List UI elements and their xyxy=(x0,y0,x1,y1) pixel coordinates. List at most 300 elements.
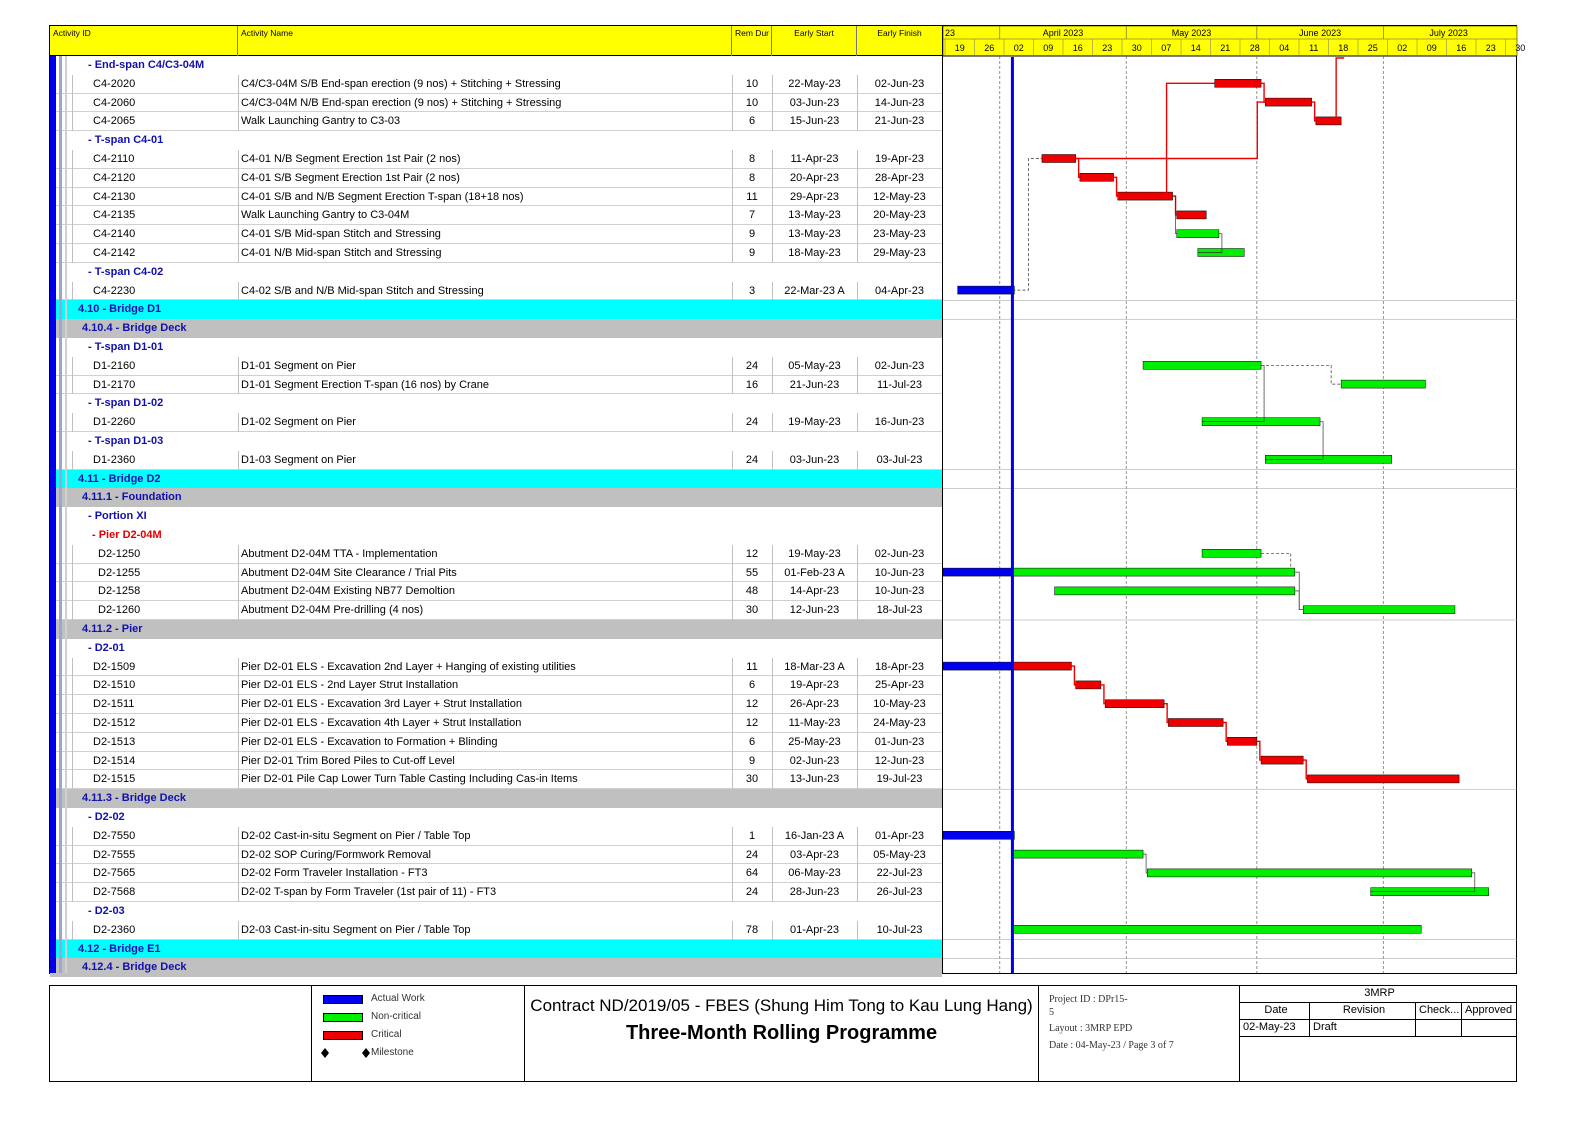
column-divider xyxy=(238,545,239,564)
project-id: Project ID : DPr15- xyxy=(1049,994,1128,1005)
programme-title: Three-Month Rolling Programme xyxy=(625,1022,938,1044)
early-start: 03-Jun-23 xyxy=(789,96,840,109)
early-start: 19-May-23 xyxy=(788,547,841,560)
activity-name: D2-02 SOP Curing/Formwork Removal xyxy=(241,848,431,861)
column-divider xyxy=(732,112,733,131)
column-divider xyxy=(732,244,733,263)
group-row xyxy=(50,526,942,545)
column-divider xyxy=(857,582,858,601)
wbs-level1-label: 4.12 - Bridge E1 xyxy=(78,942,161,955)
activity-name: D1-03 Segment on Pier xyxy=(241,453,356,466)
activity-id: D2-1512 xyxy=(93,717,136,729)
column-divider xyxy=(732,451,733,470)
activity-id: D2-1510 xyxy=(93,679,136,692)
legend-noncritical-label: Non-critical xyxy=(371,1011,422,1022)
column-divider xyxy=(72,282,73,301)
table-row xyxy=(50,921,942,940)
week-label: 19 xyxy=(954,43,965,53)
column-divider xyxy=(772,244,773,263)
column-divider xyxy=(772,658,773,677)
relationship-line xyxy=(1167,83,1215,196)
early-finish: 03-Jul-23 xyxy=(876,453,923,466)
column-divider xyxy=(857,169,858,188)
wbs-level2-label: 4.10.4 - Bridge Deck xyxy=(82,322,187,335)
column-divider xyxy=(857,564,858,583)
activity-id: D2-1514 xyxy=(93,754,136,767)
column-divider xyxy=(732,282,733,301)
week-label: 25 xyxy=(1367,43,1378,53)
early-finish: 19-Jul-23 xyxy=(876,773,923,786)
column-divider xyxy=(732,658,733,677)
table-row xyxy=(50,357,942,376)
week-label: 09 xyxy=(1043,43,1054,53)
footer-blank xyxy=(50,986,312,1081)
table-row xyxy=(50,864,942,883)
relationship-line xyxy=(1143,854,1147,873)
early-finish: 20-May-23 xyxy=(873,209,926,222)
activity-id: D2-1511 xyxy=(93,698,135,711)
column-divider xyxy=(772,921,773,940)
early-start: 01-Feb-23 A xyxy=(784,566,845,579)
group-label: - D2-01 xyxy=(88,641,125,654)
wbs-level2-label: 4.11.1 - Foundation xyxy=(82,491,182,504)
column-divider xyxy=(772,582,773,601)
column-divider xyxy=(72,676,73,695)
activity-name: C4-01 S/B Mid-span Stitch and Stressing xyxy=(241,228,441,241)
column-divider xyxy=(857,244,858,263)
rem-dur: 6 xyxy=(748,679,756,692)
table-row xyxy=(50,846,942,865)
actual-bar xyxy=(943,662,1012,670)
activity-id: C4-2120 xyxy=(93,171,136,184)
rev-header-date: Date xyxy=(1240,1003,1310,1020)
activity-name: Pier D2-01 ELS - 2nd Layer Strut Installation xyxy=(241,679,459,692)
table-row xyxy=(50,883,942,902)
column-divider xyxy=(732,545,733,564)
relationship-line xyxy=(1101,685,1105,704)
activity-id: C4-2110 xyxy=(93,153,135,165)
column-divider xyxy=(732,188,733,207)
early-start: 26-Apr-23 xyxy=(790,698,839,711)
activity-id: D1-2260 xyxy=(93,416,136,429)
column-divider xyxy=(238,883,239,902)
column-divider xyxy=(732,75,733,94)
group-label: - T-span C4-01 xyxy=(88,134,164,147)
activity-id: D1-2170 xyxy=(93,378,136,391)
group-row xyxy=(50,56,942,75)
week-label: 21 xyxy=(1220,43,1231,53)
rem-dur: 64 xyxy=(745,867,759,880)
early-finish: 11-Jul-23 xyxy=(876,378,923,391)
col-early-finish: Early Finish xyxy=(877,28,922,38)
noncritical-bar xyxy=(1177,230,1219,238)
activity-id: D2-2360 xyxy=(93,923,136,936)
activity-name: D1-01 Segment on Pier xyxy=(241,359,356,372)
table-row xyxy=(50,150,942,169)
critical-bar xyxy=(1042,155,1076,163)
column-divider xyxy=(732,582,733,601)
table-row xyxy=(50,770,942,789)
activity-name: C4-01 N/B Mid-span Stitch and Stressing xyxy=(241,247,442,259)
gantt-schedule xyxy=(49,25,1526,974)
column-divider xyxy=(72,770,73,789)
column-divider xyxy=(772,94,773,113)
column-divider xyxy=(238,413,239,432)
column-divider xyxy=(72,883,73,902)
column-divider xyxy=(857,225,858,244)
week-label: 02 xyxy=(1397,43,1408,53)
wbs-level2-label: 4.11.2 - Pier xyxy=(82,623,143,635)
column-divider xyxy=(772,357,773,376)
activity-name: Abutment D2-04M Pre-drilling (4 nos) xyxy=(241,604,424,617)
activity-id: C4-2140 xyxy=(93,228,136,241)
column-divider xyxy=(857,695,858,714)
title-section xyxy=(525,986,1039,1081)
month-label: April 2023 xyxy=(1042,28,1084,38)
column-divider xyxy=(732,225,733,244)
column-divider xyxy=(732,676,733,695)
column-divider xyxy=(238,695,239,714)
early-finish: 10-Jul-23 xyxy=(876,923,923,936)
group-row xyxy=(50,338,942,357)
column-divider xyxy=(772,206,773,225)
column-divider xyxy=(72,244,73,263)
critical-bar xyxy=(1316,117,1341,125)
column-divider xyxy=(72,357,73,376)
rem-dur: 12 xyxy=(745,717,759,729)
column-divider xyxy=(238,921,239,940)
column-divider xyxy=(732,564,733,583)
gantt-timeline xyxy=(942,26,1526,973)
noncritical-bar xyxy=(1147,869,1471,877)
revision-title: 3MRP xyxy=(1240,986,1516,1003)
column-divider xyxy=(772,225,773,244)
column-divider xyxy=(72,827,73,846)
group-row xyxy=(50,507,942,526)
relationship-line xyxy=(1261,365,1341,384)
column-divider xyxy=(772,846,773,865)
column-divider xyxy=(72,601,73,620)
activity-id: C4-2130 xyxy=(93,190,136,203)
early-finish: 10-Jun-23 xyxy=(874,566,925,579)
column-divider xyxy=(857,883,858,902)
activity-name: C4-01 S/B Segment Erection 1st Pair (2 nos) xyxy=(241,171,460,184)
early-finish: 12-May-23 xyxy=(873,190,926,203)
column-divider xyxy=(857,545,858,564)
month-label: May 2023 xyxy=(1171,28,1212,38)
rem-dur: 24 xyxy=(745,453,759,466)
relationship-line xyxy=(1173,196,1177,215)
rem-dur: 1 xyxy=(748,829,756,842)
early-finish: 24-May-23 xyxy=(873,717,926,729)
column-divider xyxy=(857,376,858,395)
table-row xyxy=(50,601,942,620)
early-start: 15-Jun-23 xyxy=(789,115,840,128)
activity-id: D2-7568 xyxy=(93,886,136,899)
relationship-line xyxy=(1076,159,1080,178)
noncritical-bar xyxy=(1303,606,1455,614)
group-label: - D2-02 xyxy=(88,811,125,823)
column-divider xyxy=(772,169,773,188)
early-start: 13-May-23 xyxy=(788,209,841,222)
column-divider xyxy=(772,112,773,131)
wbs-level2-row xyxy=(50,488,942,507)
col-activity-id: Activity ID xyxy=(50,26,238,56)
column-divider xyxy=(238,282,239,301)
relationship-line xyxy=(1012,159,1042,291)
critical-bar xyxy=(1012,662,1071,670)
column-divider xyxy=(732,752,733,771)
early-finish: 25-Apr-23 xyxy=(875,679,924,692)
column-divider xyxy=(72,413,73,432)
rem-dur: 8 xyxy=(748,171,756,184)
early-start: 03-Jun-23 xyxy=(789,453,840,466)
activity-name: C4/C3-04M N/B End-span erection (9 nos) + Stitching + Stressing xyxy=(241,96,562,109)
activity-name: Abutment D2-04M Site Clearance / Trial Pits xyxy=(241,566,457,579)
column-divider xyxy=(857,714,858,733)
relationship-line xyxy=(1257,741,1261,760)
critical-bar xyxy=(1307,775,1459,783)
column-divider xyxy=(238,770,239,789)
column-divider xyxy=(238,357,239,376)
early-finish: 28-Apr-23 xyxy=(875,171,924,184)
rem-dur: 6 xyxy=(748,735,756,748)
rem-dur: 24 xyxy=(745,359,759,372)
column-divider xyxy=(238,75,239,94)
column-divider xyxy=(772,188,773,207)
early-finish: 29-May-23 xyxy=(873,247,926,259)
early-start: 22-May-23 xyxy=(788,77,841,90)
column-divider xyxy=(857,846,858,865)
table-row xyxy=(50,545,942,564)
column-divider xyxy=(772,676,773,695)
column-divider xyxy=(772,827,773,846)
column-divider xyxy=(772,770,773,789)
activity-id: D1-2160 xyxy=(93,359,136,372)
activity-name: D2-02 Cast-in-situ Segment on Pier / Table Top xyxy=(241,829,471,842)
early-finish: 05-May-23 xyxy=(873,848,926,861)
table-row xyxy=(50,451,942,470)
table-row xyxy=(50,75,942,94)
week-label: 16 xyxy=(1456,43,1467,53)
early-start: 02-Jun-23 xyxy=(789,754,840,767)
rem-dur: 16 xyxy=(745,378,759,391)
column-divider xyxy=(732,883,733,902)
activity-id: C4-2065 xyxy=(93,115,136,128)
relationship-line xyxy=(1303,760,1307,779)
table-row xyxy=(50,827,942,846)
wbs-level2-row xyxy=(50,319,942,338)
column-divider xyxy=(238,658,239,677)
relationship-line xyxy=(1261,83,1265,102)
early-finish: 16-Jun-23 xyxy=(874,416,925,429)
week-label: 09 xyxy=(1426,43,1437,53)
column-divider xyxy=(238,188,239,207)
column-divider xyxy=(857,188,858,207)
column-divider xyxy=(772,150,773,169)
critical-bar xyxy=(1080,173,1114,181)
early-finish: 18-Apr-23 xyxy=(875,660,924,673)
group-label: - T-span D1-02 xyxy=(88,397,164,410)
contract-title: Contract ND/2019/05 - FBES (Shung Him Tong to Kau Lung Hang) xyxy=(530,996,1033,1015)
relationship-line xyxy=(1114,177,1118,196)
legend-actual-label: Actual Work xyxy=(371,993,425,1004)
column-divider xyxy=(72,733,73,752)
early-finish: 26-Jul-23 xyxy=(876,886,923,899)
early-finish: 14-Jun-23 xyxy=(874,96,925,109)
column-divider xyxy=(732,601,733,620)
legend-critical-swatch xyxy=(323,1031,363,1040)
rev-entry-approved xyxy=(1462,1020,1516,1037)
early-start: 12-Jun-23 xyxy=(789,604,840,617)
column-divider xyxy=(72,921,73,940)
column-divider xyxy=(238,601,239,620)
column-divider xyxy=(772,413,773,432)
wbs-level2-row xyxy=(50,620,942,639)
rem-dur: 24 xyxy=(745,886,759,899)
wbs-level1-row xyxy=(50,940,942,959)
column-divider xyxy=(857,658,858,677)
early-finish: 21-Jun-23 xyxy=(874,115,925,128)
table-row xyxy=(50,752,942,771)
rem-dur: 12 xyxy=(745,698,759,711)
activity-id: C4-2142 xyxy=(93,247,136,259)
early-finish: 22-Jul-23 xyxy=(876,867,923,880)
column-divider xyxy=(238,94,239,113)
column-divider xyxy=(857,451,858,470)
group-row xyxy=(50,131,942,150)
table-header xyxy=(50,26,942,56)
column-divider xyxy=(238,150,239,169)
column-divider xyxy=(72,75,73,94)
month-label: July 2023 xyxy=(1429,28,1468,38)
week-label: 18 xyxy=(1338,43,1349,53)
week-label: 28 xyxy=(1249,43,1260,53)
group-row xyxy=(50,432,942,451)
legend-noncritical-swatch xyxy=(323,1013,363,1022)
activity-name: C4-02 S/B and N/B Mid-span Stitch and Stressing xyxy=(241,284,484,297)
rem-dur: 24 xyxy=(745,848,759,861)
noncritical-bar xyxy=(1341,380,1425,388)
table-row xyxy=(50,676,942,695)
relationship-line xyxy=(1312,102,1316,121)
column-divider xyxy=(772,376,773,395)
column-divider xyxy=(238,112,239,131)
group-row xyxy=(50,902,942,921)
early-start: 01-Apr-23 xyxy=(790,923,839,936)
rev-entry-revision: Draft xyxy=(1310,1020,1416,1037)
column-divider xyxy=(857,206,858,225)
noncritical-bar xyxy=(1143,361,1261,369)
project-id-cont: 5 xyxy=(1049,1007,1054,1018)
column-divider xyxy=(732,695,733,714)
column-divider xyxy=(238,582,239,601)
column-divider xyxy=(238,827,239,846)
early-finish: 02-Jun-23 xyxy=(874,547,925,560)
group-row xyxy=(50,639,942,658)
actual-bar xyxy=(958,286,1013,294)
early-start: 19-May-23 xyxy=(788,416,841,429)
col-early-start: Early Start xyxy=(772,26,857,56)
column-divider xyxy=(732,846,733,865)
early-start: 19-Apr-23 xyxy=(790,679,839,692)
group-row xyxy=(50,808,942,827)
rem-dur: 78 xyxy=(745,923,759,936)
activity-table xyxy=(50,26,942,973)
activity-name: Abutment D2-04M TTA - Implementation xyxy=(241,547,438,560)
outline-bar-2 xyxy=(59,56,62,973)
early-start: 28-Jun-23 xyxy=(789,886,840,899)
column-divider xyxy=(72,752,73,771)
early-start: 13-May-23 xyxy=(788,228,841,241)
layout-name: Layout : 3MRP EPD xyxy=(1049,1023,1133,1034)
rem-dur: 30 xyxy=(745,773,759,786)
column-divider xyxy=(238,676,239,695)
column-divider xyxy=(857,601,858,620)
early-finish: 12-Jun-23 xyxy=(874,754,925,767)
critical-bar xyxy=(1265,98,1311,106)
activity-name: C4-01 S/B and N/B Segment Erection T-span (18+18 nos) xyxy=(241,190,524,203)
column-divider xyxy=(72,451,73,470)
column-divider xyxy=(732,921,733,940)
column-divider xyxy=(238,564,239,583)
rev-header-check: Check... xyxy=(1416,1003,1462,1020)
column-divider xyxy=(72,225,73,244)
column-divider xyxy=(238,169,239,188)
early-start: 20-Apr-23 xyxy=(790,171,839,184)
col-rem-dur: Rem Dur xyxy=(732,26,772,56)
rem-dur: 7 xyxy=(748,209,756,222)
early-start: 16-Jan-23 A xyxy=(784,829,845,842)
activity-name: Pier D2-01 ELS - Excavation to Formation + Blinding xyxy=(241,735,498,748)
column-divider xyxy=(238,244,239,263)
noncritical-bar xyxy=(1012,925,1421,933)
rem-dur: 8 xyxy=(748,153,756,165)
column-divider xyxy=(857,921,858,940)
table-row xyxy=(50,206,942,225)
activity-name: Pier D2-01 Trim Bored Piles to Cut-off Level xyxy=(241,754,455,767)
column-divider xyxy=(772,601,773,620)
relationship-line xyxy=(1076,102,1266,158)
legend-actual-swatch xyxy=(323,995,363,1004)
column-divider xyxy=(772,752,773,771)
rem-dur: 55 xyxy=(745,566,759,579)
activity-id: D2-1509 xyxy=(93,660,136,673)
relationship-line xyxy=(1336,58,1344,121)
relationship-line xyxy=(1223,723,1227,742)
rem-dur: 9 xyxy=(748,247,756,259)
early-finish: 18-Jul-23 xyxy=(876,604,923,617)
activity-name: Pier D2-01 Pile Cap Lower Turn Table Casting Including Cas-in Items xyxy=(241,773,578,786)
critical-bar xyxy=(1261,756,1303,764)
rem-dur: 6 xyxy=(748,115,756,128)
col-activity-name: Activity Name xyxy=(238,26,732,56)
column-divider xyxy=(772,733,773,752)
early-start: 03-Apr-23 xyxy=(790,848,839,861)
early-start: 13-Jun-23 xyxy=(789,773,840,786)
activity-id: C4-2020 xyxy=(93,77,136,90)
critical-bar xyxy=(1118,192,1173,200)
column-divider xyxy=(857,282,858,301)
early-finish: 01-Jun-23 xyxy=(874,735,925,748)
week-label: 30 xyxy=(1131,43,1142,53)
week-label: 23 xyxy=(1102,43,1113,53)
column-divider xyxy=(238,376,239,395)
wbs-level2-label: 4.12.4 - Bridge Deck xyxy=(82,961,187,974)
column-divider xyxy=(72,376,73,395)
activity-id: C4-2230 xyxy=(93,284,136,297)
rem-dur: 3 xyxy=(748,284,756,297)
